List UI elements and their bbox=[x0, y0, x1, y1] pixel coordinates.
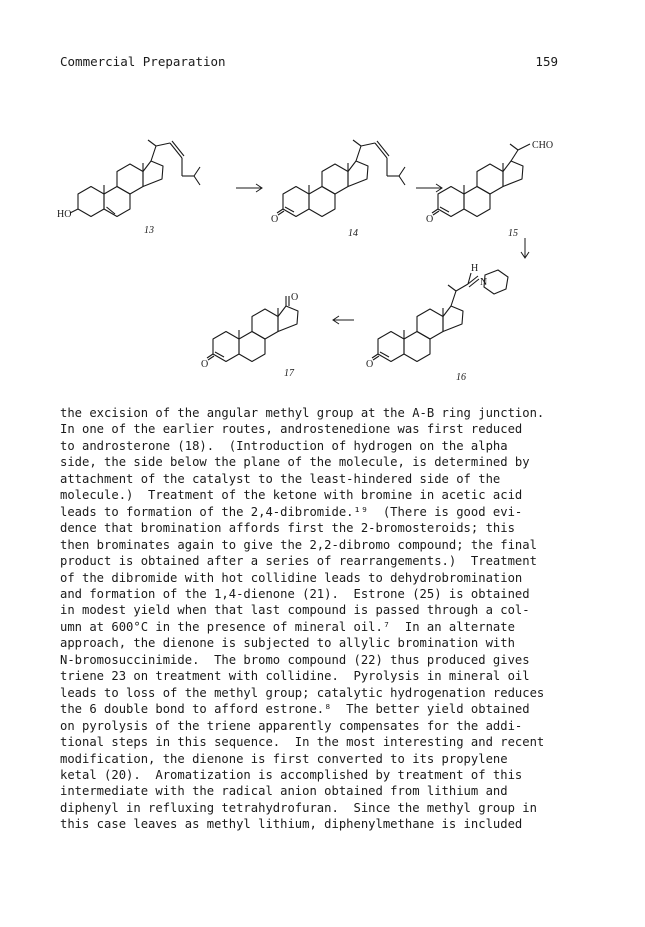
body-line: on pyrolysis of the triene apparently compensates for the addi- bbox=[60, 718, 523, 733]
body-line: N-bromosuccinimide. The bromo compound (22) thus produced gives bbox=[60, 652, 530, 667]
arrow-14-to-15 bbox=[416, 184, 442, 192]
body-line: leads to loss of the methyl group; catalytic hydrogenation reduces bbox=[60, 685, 545, 700]
ketone-oxygen-label: O bbox=[426, 214, 434, 225]
body-line: attachment of the catalyst to the least-hindered side of the bbox=[60, 471, 501, 486]
ketone-oxygen-label: O bbox=[366, 359, 374, 370]
body-line: to androsterone (18). (Introduction of hydrogen on the alpha bbox=[60, 438, 508, 453]
body-line: of the dibromide with hot collidine leads to dehydrobromination bbox=[60, 570, 523, 585]
body-line: the excision of the angular methyl group at the A-B ring junction. bbox=[60, 406, 545, 420]
body-line: molecule.) Treatment of the ketone with bromine in acetic acid bbox=[60, 488, 523, 503]
body-line: modification, the dienone is first converted to its propylene bbox=[60, 751, 508, 766]
body-line: side, the side below the plane of the molecule, is determined by bbox=[60, 455, 530, 470]
body-line: approach, the dienone is subjected to allylic bromination with bbox=[60, 636, 515, 651]
ketone-17-oxygen-label: O bbox=[291, 292, 299, 303]
hydrogen-label: H bbox=[471, 263, 479, 274]
compound-number-13: 13 bbox=[144, 225, 154, 236]
body-line: In one of the earlier routes, androstenedione was first reduced bbox=[60, 422, 523, 437]
structure-14 bbox=[271, 140, 405, 225]
structure-15 bbox=[426, 140, 553, 225]
body-line: tional steps in this sequence. In the most interesting and recent bbox=[60, 735, 545, 750]
page-header bbox=[60, 54, 558, 74]
body-line: ketal (20). Aromatization is accomplished by treatment of this bbox=[60, 767, 523, 782]
nitrogen-label: N bbox=[480, 277, 488, 288]
structure-17 bbox=[201, 292, 298, 370]
body-text bbox=[60, 405, 580, 833]
compound-number-15: 15 bbox=[508, 228, 518, 239]
reaction-scheme bbox=[48, 132, 578, 392]
running-title: Commercial Preparation bbox=[60, 54, 226, 69]
structure-16 bbox=[366, 263, 508, 370]
ketone-oxygen-label: O bbox=[271, 214, 279, 225]
body-line: product is obtained after a series of rearrangements.) Treatment bbox=[60, 554, 537, 569]
hydroxyl-label: HO bbox=[57, 209, 72, 220]
body-line: dence that bromination affords first the 2-bromosteroids; this bbox=[60, 521, 515, 536]
compound-number-16: 16 bbox=[456, 372, 466, 383]
body-line: leads to formation of the 2,4-dibromide.¹⁹ (There is good evi- bbox=[60, 504, 523, 519]
reaction-scheme-drawing bbox=[48, 132, 578, 392]
page-number: 159 bbox=[535, 54, 558, 69]
arrow-15-to-16 bbox=[521, 238, 529, 258]
body-line: intermediate with the radical anion obtained from lithium and bbox=[60, 784, 508, 799]
arrow-16-to-17 bbox=[333, 316, 354, 324]
compound-number-14: 14 bbox=[348, 228, 358, 239]
body-line: in modest yield when that last compound is passed through a col- bbox=[60, 603, 530, 618]
body-line: and formation of the 1,4-dienone (21). Estrone (25) is obtained bbox=[60, 586, 530, 601]
body-line: umn at 600°C in the presence of mineral oil.⁷ In an alternate bbox=[60, 619, 515, 634]
arrow-13-to-14 bbox=[236, 184, 262, 192]
body-line: this case leaves as methyl lithium, diphenylmethane is included bbox=[60, 817, 523, 832]
body-line: diphenyl in refluxing tetrahydrofuran. Since the methyl group in bbox=[60, 800, 537, 815]
body-line: triene 23 on treatment with collidine. Pyrolysis in mineral oil bbox=[60, 669, 530, 684]
compound-number-17: 17 bbox=[284, 368, 294, 379]
body-line: the 6 double bond to afford estrone.⁸ The better yield obtained bbox=[60, 702, 530, 717]
body-line: then brominates again to give the 2,2-dibromo compound; the final bbox=[60, 537, 537, 552]
structure-13 bbox=[57, 140, 200, 220]
ketone-oxygen-label: O bbox=[201, 359, 209, 370]
aldehyde-label: CHO bbox=[532, 140, 554, 151]
